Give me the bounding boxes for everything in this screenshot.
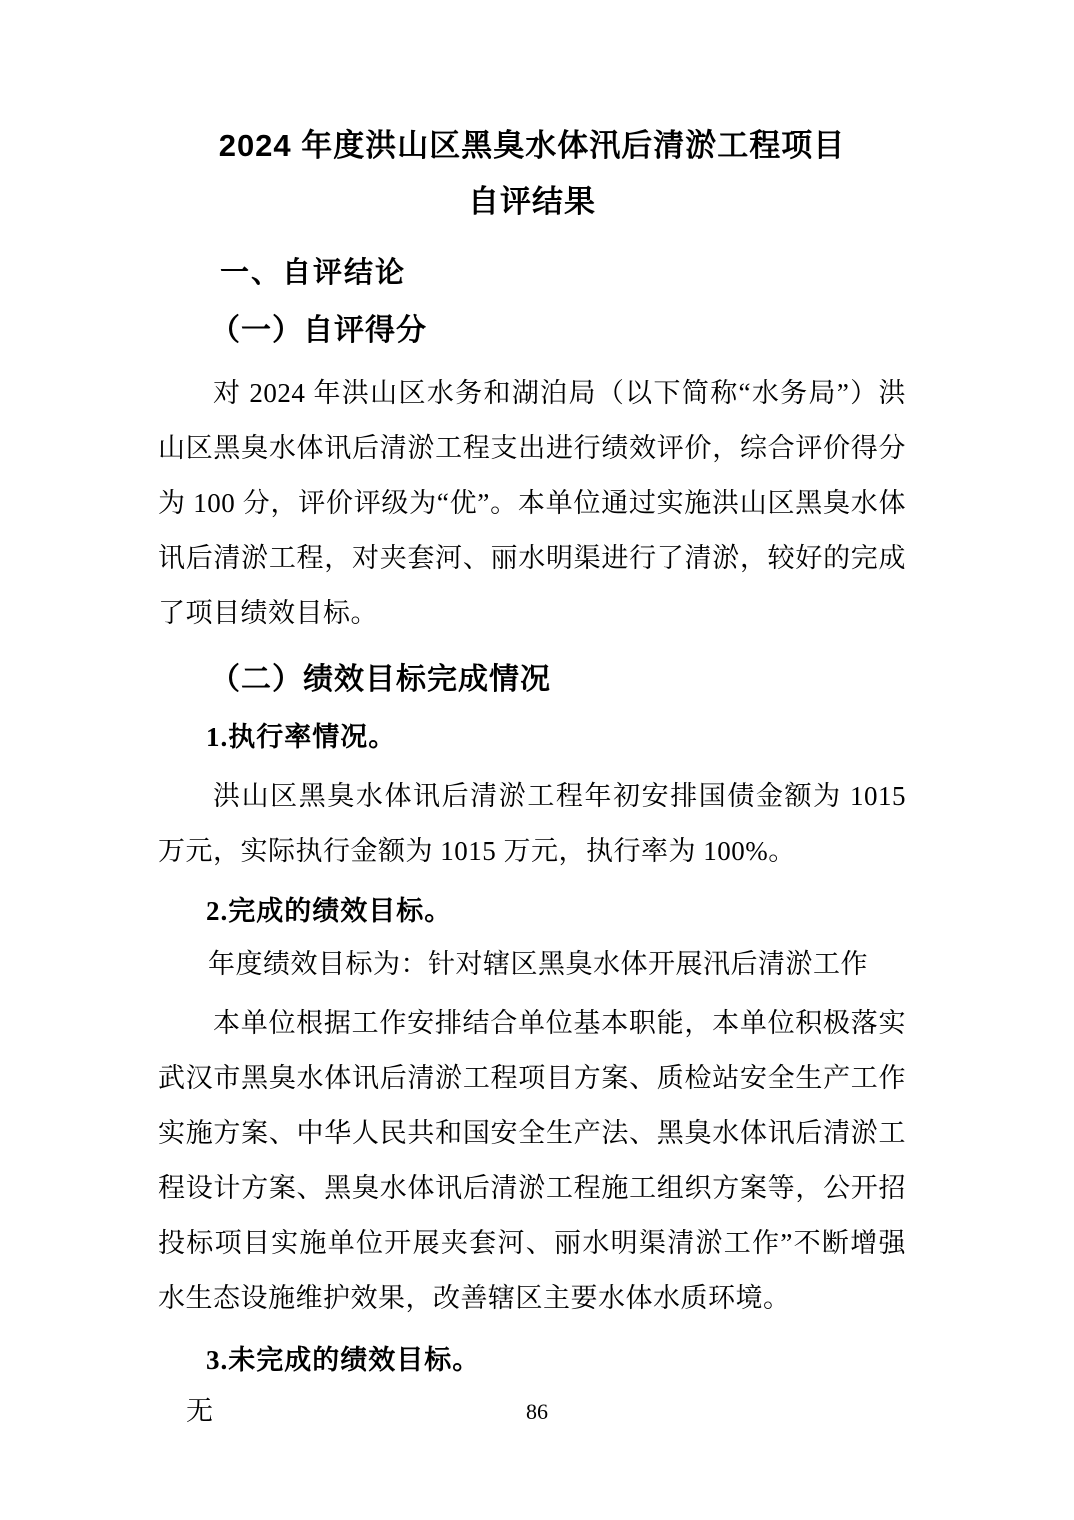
paragraph-score-summary: 对 2024 年洪山区水务和湖泊局（以下简称“水务局”）洪山区黑臭水体讯后清淤工程支出进行绩效评价，综合评价得分为 100 分，评价评级为“优”。本单位通过实施洪山区黑臭水体讯后清淤工程，对夹套河、丽水明渠进行了清淤，较好的完成了项目绩效目标。 xyxy=(158,378,906,628)
heading-self-evaluation-score: （一）自评得分 xyxy=(210,314,427,347)
heading-goal-completion-status: （二）绩效目标完成情况 xyxy=(210,663,551,696)
paragraph-completion-detail: 本单位根据工作安排结合单位基本职能，本单位积极落实武汉市黑臭水体讯后清淤工程项目方案、质检站安全生产工作实施方案、中华人民共和国安全生产法、黑臭水体讯后清淤工程设计方案、黑臭水体讯后清淤工程施工组织方案等，公开招投标项目实施单位开展夹套河、丽水明渠清淤工作”不断增强水生态设施维护效果，改善辖区主要水体水质环境。 xyxy=(158,1008,906,1313)
paragraph-none: 无 xyxy=(186,1396,214,1426)
document-title-line1: 2024 年度洪山区黑臭水体汛后清淤工程项目 xyxy=(218,128,846,163)
heading-completed-goals: 2.完成的绩效目标。 xyxy=(206,896,453,926)
heading-self-evaluation-conclusion: 一、自评结论 xyxy=(220,257,407,289)
document-title-line2: 自评结果 xyxy=(468,184,596,219)
heading-execution-rate: 1.执行率情况。 xyxy=(206,722,397,752)
page-number: 86 xyxy=(526,1399,548,1424)
paragraph-execution-rate: 洪山区黑臭水体讯后清淤工程年初安排国债金额为 1015 万元，实际执行金额为 1015 万元，执行率为 100%。 xyxy=(158,781,906,866)
heading-uncompleted-goals: 3.未完成的绩效目标。 xyxy=(206,1345,481,1375)
paragraph-annual-goal: 年度绩效目标为：针对辖区黑臭水体开展汛后清淤工作 xyxy=(208,949,868,979)
